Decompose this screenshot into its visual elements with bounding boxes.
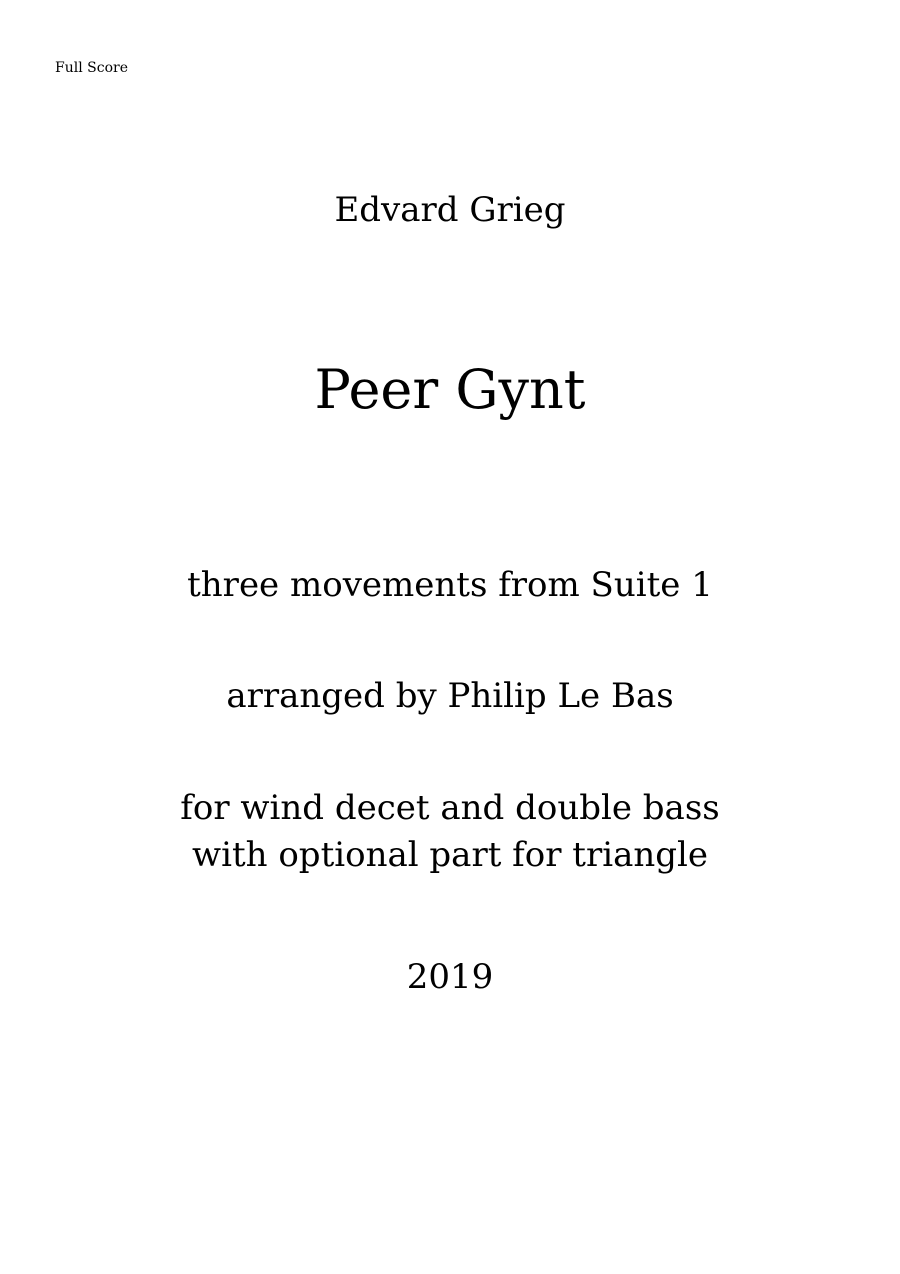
work-subtitle: three movements from Suite 1 xyxy=(187,565,713,605)
score-type-label: Full Score xyxy=(55,60,128,76)
composer-name: Edvard Grieg xyxy=(334,190,566,230)
instrumentation-line: with optional part for triangle xyxy=(191,835,709,875)
publication-year: 2019 xyxy=(406,957,494,997)
work-title: Peer Gynt xyxy=(314,358,586,421)
instrumentation-block xyxy=(0,785,900,879)
instrumentation-line: for wind decet and double bass xyxy=(180,788,720,828)
arranger-credit: arranged by Philip Le Bas xyxy=(226,676,674,716)
